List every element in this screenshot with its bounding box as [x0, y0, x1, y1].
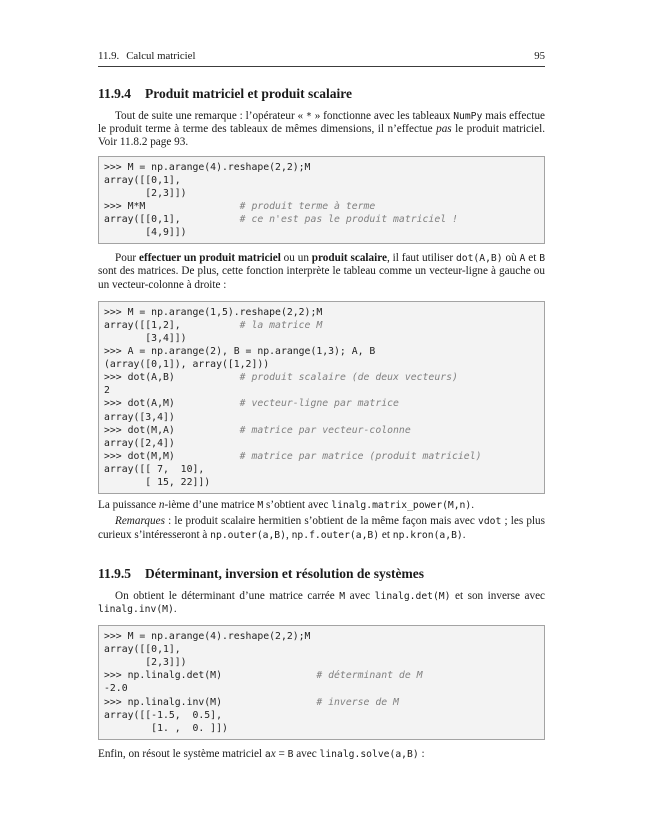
text-segment: La puissance: [98, 499, 159, 512]
text-segment: M: [339, 590, 346, 602]
text-segment: pas: [436, 123, 452, 136]
page-number: 95: [534, 50, 545, 62]
code-block-dot-examples: [98, 301, 545, 494]
text-segment: x: [270, 747, 276, 760]
text-segment: Remarques: [115, 515, 165, 528]
code-comment: # vecteur-ligne par matrice: [239, 398, 399, 410]
running-header-section-number: 11.9.: [98, 50, 120, 62]
code-comment: # inverse de M: [316, 696, 399, 708]
section-heading-11-9-4: [98, 85, 545, 102]
text-segment: vdot: [478, 516, 502, 528]
text-segment: effectuer un produit matriciel: [139, 252, 281, 265]
code-line: >>> dot(A,M) # vecteur-ligne par matrice: [104, 398, 399, 410]
text-segment: *: [306, 111, 312, 122]
code-comment: # matrice par matrice (produit matriciel): [239, 450, 482, 462]
running-header-title: [98, 50, 195, 63]
code-line: >>> A = np.arange(2), B = np.arange(1,3); A, B: [104, 346, 376, 358]
running-header-section-title: Calcul matriciel: [126, 50, 196, 62]
code-line: [3,4]]): [104, 332, 187, 344]
text-segment: np.kron(a,B): [392, 529, 463, 541]
text-segment: ,: [285, 528, 292, 541]
code-line: >>> dot(A,B) # produit scalaire (de deux vecteurs): [104, 372, 458, 384]
text-segment: linalg.solve(a,B): [319, 748, 419, 760]
text-segment: np.outer(a,B): [210, 529, 286, 541]
paragraph-determinant: [98, 590, 545, 616]
text-segment: B: [539, 253, 546, 265]
text-segment: a: [264, 748, 271, 760]
text-segment: , il faut utiliser: [386, 252, 456, 265]
text-segment: et: [525, 252, 540, 265]
code-line: [2,3]]): [104, 187, 187, 199]
text-segment: avec: [293, 747, 320, 760]
text-segment: avec: [345, 589, 375, 602]
text-segment: s’obtient avec: [263, 499, 332, 512]
code-line: 2: [104, 385, 110, 397]
code-line: >>> dot(M,M) # matrice par matrice (produit matriciel): [104, 450, 482, 462]
code-line: array([[ 7, 10],: [104, 463, 205, 475]
section-heading-11-9-5: [98, 565, 545, 582]
text-segment: np.f.outer(a,B): [291, 529, 380, 541]
code-line: -2.0: [104, 683, 128, 695]
text-segment: linalg.matrix_power(M,n): [331, 500, 472, 512]
code-line: >>> np.linalg.det(M) # déterminant de M: [104, 670, 423, 682]
code-block-termwise-product: [98, 156, 545, 245]
text-segment: M: [257, 500, 264, 512]
code-block-det-inv: [98, 625, 545, 740]
text-segment: et son inverse avec: [450, 589, 545, 602]
code-line: >>> dot(M,A) # matrice par vecteur-colonne: [104, 424, 411, 436]
code-comment: # déterminant de M: [316, 670, 423, 682]
code-line: (array([0,1]), array([1,2])): [104, 359, 270, 371]
running-header: [98, 50, 545, 63]
code-line: array([[-1.5, 0.5],: [104, 709, 222, 721]
text-segment: dot(A,B): [455, 253, 503, 265]
code-comment: # produit scalaire (de deux vecteurs): [239, 372, 458, 384]
text-segment: B: [287, 748, 294, 760]
text-segment: =: [275, 747, 288, 760]
paragraph-dot: [98, 252, 545, 292]
text-segment: le produit matriciel. Voir 11.8.2 page 93.: [98, 123, 545, 149]
text-segment: .: [462, 528, 466, 541]
paragraph-remarques: [98, 515, 545, 541]
text-segment: mais effectue le produit terme à terme des tableaux de mêmes dimensions, il n’effectue: [98, 110, 545, 136]
text-segment: où: [502, 252, 520, 265]
paragraph-intro: [98, 110, 545, 150]
text-segment: et: [379, 528, 393, 541]
text-segment: : le produit scalaire hermitien s’obtient de la même façon mais avec: [164, 515, 479, 528]
text-segment: :: [418, 747, 425, 760]
code-line: array([2,4]): [104, 437, 175, 449]
code-line: >>> M = np.arange(4).reshape(2,2);M: [104, 161, 311, 173]
code-line: array([3,4]): [104, 411, 175, 423]
text-segment: ou un: [280, 252, 312, 265]
text-segment: .: [173, 602, 177, 615]
page-content: [98, 0, 545, 761]
code-line: [1. , 0. ]]): [104, 722, 228, 734]
code-line: >>> np.linalg.inv(M) # inverse de M: [104, 696, 399, 708]
code-line: array([[0,1],: [104, 174, 181, 186]
section-number: 11.9.4: [98, 86, 132, 101]
text-segment: produit scalaire: [311, 252, 387, 265]
code-line: [4,9]]): [104, 227, 187, 239]
text-segment: Enfin, on résout le système matriciel: [98, 747, 265, 760]
code-line: >>> M = np.arange(4).reshape(2,2);M: [104, 631, 311, 643]
code-line: >>> M*M # produit terme à terme: [104, 200, 376, 212]
header-rule: [98, 66, 545, 67]
text-segment: linalg.det(M): [374, 590, 451, 602]
code-line: array([[1,2], # la matrice M: [104, 319, 323, 331]
text-segment: n: [158, 499, 165, 512]
text-segment: NumPy: [453, 111, 483, 122]
paragraph-solve: [98, 748, 545, 761]
text-segment: Pour: [115, 252, 140, 265]
text-segment: ; les plus curieux s’intéresseront à: [98, 515, 545, 541]
code-line: >>> M = np.arange(1,5).reshape(2,2);M: [104, 306, 323, 318]
text-segment: A: [519, 253, 526, 265]
text-segment: » fonctionne avec les tableaux: [311, 110, 454, 122]
text-segment: On obtient le déterminant d’une matrice carrée: [115, 589, 340, 602]
code-comment: # ce n'est pas le produit matriciel !: [239, 213, 458, 225]
code-line: array([[0,1],: [104, 644, 181, 656]
text-segment: Tout de suite une remarque : l’opérateur «: [115, 110, 306, 122]
section-number: 11.9.5: [98, 565, 132, 581]
code-line: [ 15, 22]]): [104, 477, 211, 488]
code-line: [2,3]]): [104, 657, 187, 669]
section-title: Produit matriciel et produit scalaire: [145, 86, 352, 101]
code-comment: # matrice par vecteur-colonne: [239, 424, 411, 436]
text-segment: -ième d’une matrice: [164, 499, 258, 512]
text-segment: sont des matrices. De plus, cette fonction interprète le tableau comme un vecteur-ligne à gauche ou un vecteur-colonne à droite :: [98, 265, 545, 291]
text-segment: linalg.inv(M): [98, 603, 174, 615]
code-line: array([[0,1], # ce n'est pas le produit matriciel !: [104, 213, 458, 225]
code-comment: # produit terme à terme: [239, 200, 376, 212]
code-comment: # la matrice M: [239, 319, 323, 331]
text-segment: .: [471, 499, 475, 512]
paragraph-matrix-power: [98, 499, 545, 512]
section-title: Déterminant, inversion et résolution de systèmes: [145, 565, 424, 581]
